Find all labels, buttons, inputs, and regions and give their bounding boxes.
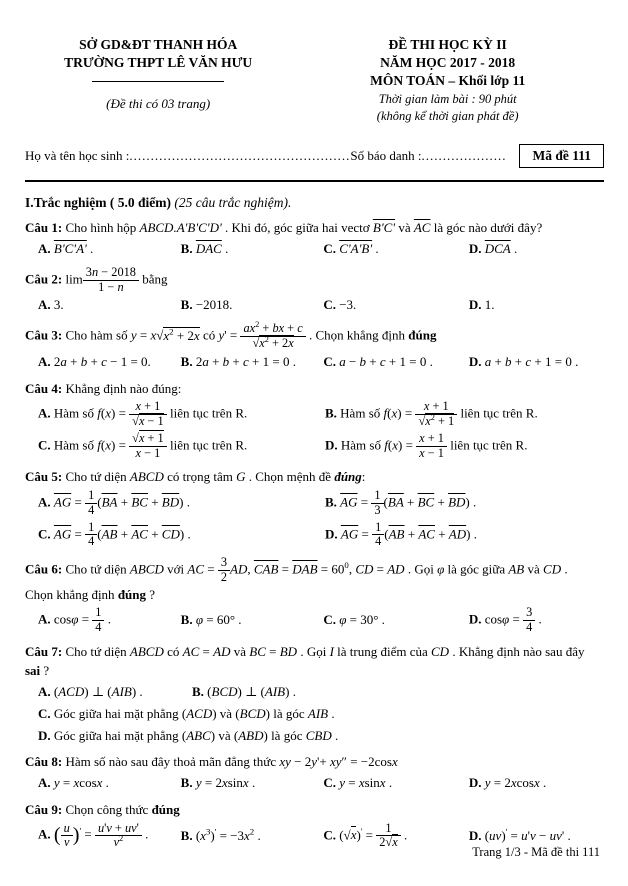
school-name: TRƯỜNG THPT LÊ VĂN HƯU <box>64 55 253 71</box>
question-6-option-B: B. φ = 60° . <box>180 612 242 628</box>
question-9 <box>25 800 604 851</box>
question-3-option-D: D. a + b + c + 1 = 0 . <box>468 353 579 369</box>
question-9-option-D: D. (uv)' = u'v − uv' . <box>468 826 571 843</box>
question-9-stem: Câu 9: Chọn công thức đúng <box>25 801 180 817</box>
question-7 <box>25 642 604 746</box>
header-left-rule <box>92 81 224 82</box>
student-name-label: Họ và tên học sinh : <box>25 148 130 164</box>
question-3-options <box>25 353 604 372</box>
question-2 <box>25 266 604 315</box>
question-8-options <box>25 774 604 793</box>
question-3 <box>25 322 604 371</box>
question-5-options <box>25 489 604 549</box>
question-3-option-C: C. a − b + c + 1 = 0 . <box>323 353 433 369</box>
question-2-options <box>25 296 604 315</box>
question-4 <box>25 379 604 461</box>
page-footer: Trang 1/3 - Mã đề thi 111 <box>472 845 600 859</box>
question-6-stem: Câu 6: Cho tứ diện ABCD với AC = $\frac{3}{2}$ AD, $\overline{CAB} = \overline{DAB} = 60^0$, CD = AD . Gọi φ là góc giữa AB và CD . <box>25 555 568 584</box>
section-title <box>25 195 604 211</box>
duration-note: Thời gian làm bài : 90 phút <box>378 91 517 106</box>
question-6 <box>25 556 604 635</box>
student-id-dots: .................... <box>421 148 507 164</box>
question-7-options <box>25 683 604 746</box>
question-1-option-D: D. $\overline{DCA}$ . <box>468 240 518 256</box>
question-2-option-A: A. 3. <box>38 297 64 313</box>
duration-subnote: (không kể thời gian phát đề) <box>376 108 519 123</box>
question-5-stem: Câu 5: Cho tứ diện ABCD có trọng tâm G . Chọn mệnh đề đúng: <box>25 469 366 485</box>
question-6-option-D: D. cosφ = $\frac{3}{4}$ . <box>468 605 542 635</box>
question-5 <box>25 467 604 549</box>
question-7-stem: Câu 7: Cho tứ diện ABCD có AC = AD và BC = BD . Gọi I là trung điểm của CD . Khẳng định nào sau đây <box>25 643 585 659</box>
question-4-stem: Câu 4: Khẳng định nào đúng: <box>25 380 182 396</box>
question-9-option-A: A. ( $\frac{u}{v}$ )' = $\frac{u'v + uv'}{v^2}$ . <box>38 820 149 850</box>
question-6-stem2: Chọn khẳng định đúng ? <box>25 586 156 602</box>
question-3-stem: Câu 3: Cho hàm số $y = x√x^2 + 2x$ có y' = $\frac{ax^2 + bx + c}{√x^2 + 2x}$ . Chọn khẳng định đúng <box>25 320 437 351</box>
question-2-option-C: C. −3. <box>323 297 357 313</box>
question-1-options <box>25 240 604 259</box>
section-title-italic: (25 câu trắc nghiệm). <box>174 195 292 211</box>
question-7-option-D: D. Góc giữa hai mặt phẳng (ABC) và (ABD) là góc CBD . <box>38 727 339 743</box>
student-info-row <box>25 144 604 168</box>
header-divider <box>25 180 604 182</box>
question-4-option-C: C. Hàm số f(x) = $\frac{√x + 1}{x - 1}$ liên tục trên R. <box>38 430 248 460</box>
student-id-label: Số báo danh : <box>350 148 422 164</box>
question-5-option-A: A. $\overline{AG}$ = $\frac{1}{4}$ $(\overline{BA} + \overline{BC} + \overline{BD})$ . <box>38 487 190 517</box>
exam-code-box: Mã đề 111 <box>519 144 604 168</box>
question-8 <box>25 752 604 792</box>
question-1 <box>25 218 604 258</box>
question-4-option-B: B. Hàm số f(x) = $\frac{x + 1}{√x^2 + 1}$ liên tục trên R. <box>325 399 538 428</box>
question-8-stem: Câu 8: Hàm số nào sau đây thoả mãn đẳng thức xy − 2y'+ xy″ = −2cosx <box>25 754 398 770</box>
question-1-option-A: A. B'C'A' . <box>38 240 94 256</box>
question-2-option-B: B. −2018. <box>180 297 233 313</box>
question-8-option-A: A. y = xcosx . <box>38 774 109 790</box>
question-4-options <box>25 400 604 460</box>
question-1-stem: Câu 1: Cho hình hộp ABCD.A'B'C'D' . Khi đó, góc giữa hai vectơ B'C' và $\overline{AC}$ là góc nào dưới đây? <box>25 220 543 236</box>
section-title-bold: I.Trắc nghiệm ( 5.0 điểm) <box>25 195 175 211</box>
question-7-stem2: sai ? <box>25 663 50 679</box>
question-5-option-B: B. $\overline{AG}$ = $\frac{1}{3}$ $(\overline{BA} + \overline{BC} + \overline{BD})$ . <box>325 487 477 517</box>
exam-title: ĐỀ THI HỌC KỲ II <box>388 37 507 52</box>
student-name-dots: .................................................... <box>129 148 351 164</box>
question-6-option-A: A. cosφ = $\frac{1}{4}$ . <box>38 605 111 635</box>
question-8-option-B: B. y = 2xsinx . <box>180 774 256 790</box>
question-4-option-A: A. Hàm số f(x) = $\frac{x + 1}{√x - 1}$ liên tục trên R. <box>38 399 248 428</box>
question-8-option-D: D. y = 2xcosx . <box>468 774 547 790</box>
questions-list <box>25 218 604 850</box>
exam-header <box>25 36 604 124</box>
subject-grade: MÔN TOÁN – Khối lớp 11 <box>370 73 526 89</box>
question-2-stem: Câu 2: lim $\frac{3n - 2018}{1 - n}$ bằng <box>25 264 168 294</box>
question-5-option-C: C. $\overline{AG}$ = $\frac{1}{4}$ $(\overline{AB} + \overline{AC} + \overline{CD})$ . <box>38 519 191 549</box>
question-4-option-D: D. Hàm số f(x) = $\frac{x + 1}{x - 1}$ liên tục trên R. <box>325 430 528 460</box>
question-3-option-A: A. 2a + b + c − 1 = 0. <box>38 353 151 369</box>
question-1-option-C: C. C'A'B' . <box>323 240 379 256</box>
header-left <box>25 36 291 124</box>
question-8-option-C: C. y = xsinx . <box>323 774 393 790</box>
question-9-option-C: C. (√x)' = $\frac{1}{2√x}$ . <box>323 820 408 850</box>
question-1-option-B: B. $\overline{DAC}$ . <box>180 240 229 256</box>
question-9-option-B: B. $(x^3)' = -3x^2$ . <box>180 826 261 843</box>
page-count-note: (Đề thi có 03 trang) <box>106 96 211 112</box>
question-6-options <box>25 606 604 635</box>
question-7-option-C: C. Góc giữa hai mặt phẳng (ACD) và (BCD) là góc AIB . <box>38 705 335 721</box>
question-3-option-B: B. 2a + b + c + 1 = 0 . <box>180 353 296 369</box>
question-7-option-B: B. (BCD) ⊥ (AIB) . <box>191 683 296 699</box>
department-name: SỞ GD&ĐT THANH HÓA <box>79 37 238 52</box>
question-7-option-A: A. (ACD) ⊥ (AIB) . <box>38 683 143 699</box>
question-5-option-D: D. $\overline{AG}$ = $\frac{1}{4}$ $(\overline{AB} + \overline{AC} + \overline{AD})$ . <box>325 519 477 549</box>
header-right <box>291 36 604 124</box>
school-year: NĂM HỌC 2017 - 2018 <box>380 55 516 71</box>
question-6-option-C: C. φ = 30° . <box>323 612 385 628</box>
question-2-option-D: D. 1. <box>468 297 495 313</box>
